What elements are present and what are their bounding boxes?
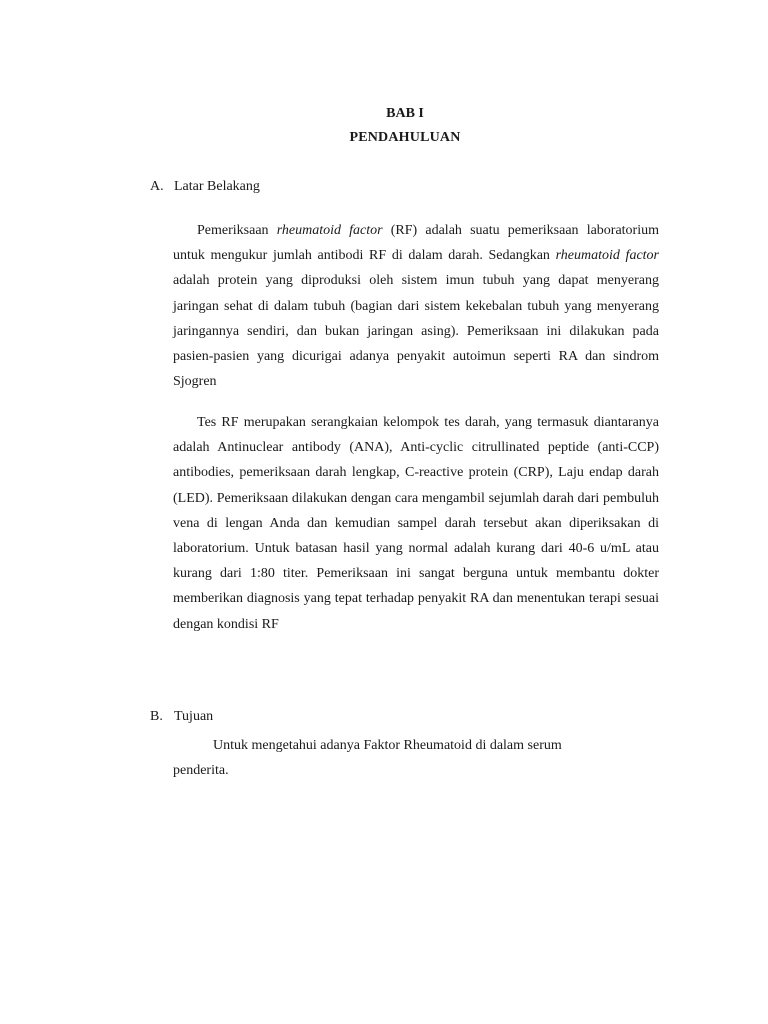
purpose-paragraph: Untuk mengetahui adanya Faktor Rheumatoid di dalam serum penderita. bbox=[173, 738, 562, 778]
section-b-title: Tujuan bbox=[174, 709, 214, 724]
paragraph1-text-1: Pemeriksaan bbox=[197, 223, 277, 238]
paragraph1-text-3: adalah protein yang diproduksi oleh sistem imun tubuh yang dapat menyerang jaringan sehat di dalam tubuh (bagian dari sistem kekebalan tubuh yang menyerang jaringannya sendiri, dan bukan jaringan asing). Pemeriksaan ini dilakukan pada pasien-pasien yang dicurigai adanya penyakit autoimun seperti RA dan sindrom Sjogren bbox=[173, 273, 659, 390]
section-a-heading bbox=[150, 179, 260, 195]
background-paragraph-1 bbox=[173, 218, 659, 394]
section-b-heading bbox=[150, 709, 213, 725]
paragraph1-text-2: (RF) adalah suatu pemeriksaan laboratorium untuk mengukur jumlah antibodi RF di dalam darah. Sedangkan bbox=[173, 223, 659, 264]
rheumatoid-factor-term: rheumatoid factor bbox=[276, 223, 383, 238]
rheumatoid-factor-term-2: rheumatoid factor bbox=[555, 248, 659, 264]
section-a-letter: A. bbox=[150, 179, 164, 194]
section-b-letter: B. bbox=[150, 709, 163, 724]
section-a-title: Latar Belakang bbox=[174, 179, 260, 194]
chapter-title: PENDAHULUAN bbox=[349, 130, 461, 145]
background-paragraph-2: Tes RF merupakan serangkaian kelompok tes darah, yang termasuk diantaranya adalah Antinuclear antibody (ANA), Anti-cyclic citrullinated peptide (anti-CCP) antibodies, pemeriksaan darah lengkap, C-reactive protein (CRP), Laju endap darah (LED). Pemeriksaan dilakukan dengan cara mengambil sejumlah darah dari pembuluh vena di lengan Anda dan kemudian sampel darah tersebut akan diperiksakan di laboratorium. Untuk batasan hasil yang normal adalah kurang dari 40-6 u/mL atau kurang dari 1:80 titer. Pemeriksaan ini sangat berguna untuk membantu dokter memberikan diagnosis yang tepat terhadap penyakit RA dan menentukan terapi sesuai dengan kondisi RF bbox=[173, 415, 659, 632]
chapter-number: BAB I bbox=[386, 106, 424, 121]
